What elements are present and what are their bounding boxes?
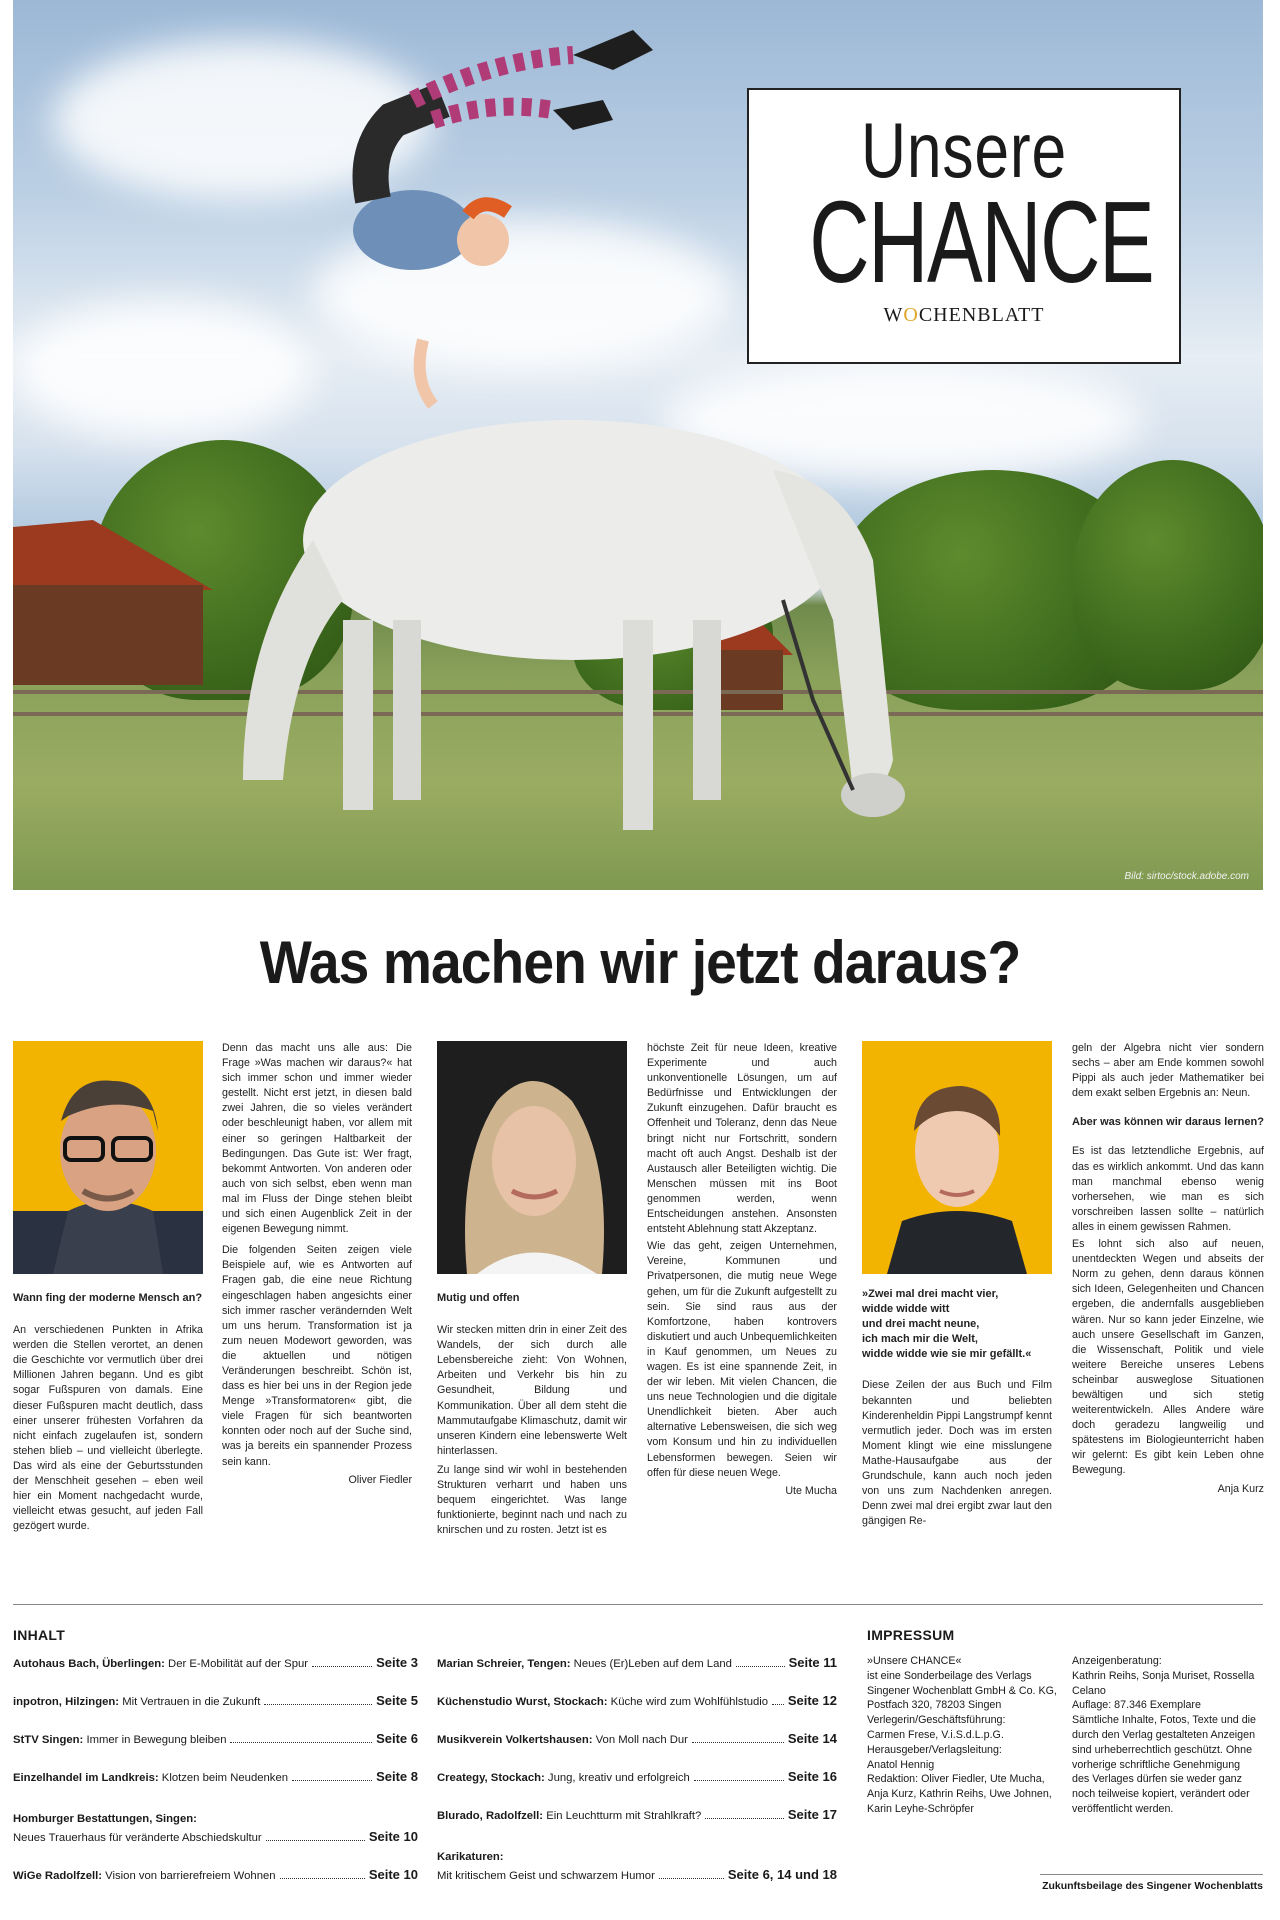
toc-item[interactable]: Neues Trauerhaus für veränderte Abschiedskultur Seite 10: [13, 1829, 418, 1844]
paragraph: Es ist das letztendliche Ergebnis, auf das es wirklich ankommt. Und das kann man manchmal ebenso wenig vorhersehen, wie man es sich vorschreiben lassen sollte – natürlich alles in einem gewissen Rahmen.: [1072, 1145, 1264, 1233]
footer-note: Zukunftsbeilage des Singener Wochenblatts: [1042, 1880, 1263, 1892]
paragraph: Zu lange sind wir wohl in bestehenden Strukturen verharrt und haben uns bequem eingerichtet. Was lange funktionierte, beginnt nach und nach zu knirschen und zu rosten. Jetzt ist es: [437, 1463, 627, 1537]
question-heading: Mutig und offen: [437, 1292, 520, 1304]
paragraph: Wie das geht, zeigen Unternehmen, Vereine, Kommunen und Privatpersonen, die mutig neue Wege gehen, um für die Zukunft aufgestellt zu sein. Sie sind raus aus der Komfortzone, haben kontrovers diskutiert und auch Unbequemlichkeiten in Kauf genommen, um Neues zu wagen. Es ist eine spannende Zeit, in der wir leben. Mit vielen Chancen, die uns neue Technologien und die digitale Unendlichkeit bieten. Aber auch alternative Lebensweisen, die sich weg vom Konsum und hin zu individuellen Lebensformen bewegen. Seien wir offen für diese neuen Wege.: [647, 1240, 837, 1479]
toc-item[interactable]: Marian Schreier, Tengen: Neues (Er)Leben auf dem Land Seite 11: [437, 1655, 837, 1670]
toc-item[interactable]: WiGe Radolfzell: Vision von barrierefreiem Wohnen Seite 10: [13, 1867, 418, 1882]
impressum-left: »Unsere CHANCE« ist eine Sonderbeilage des Verlags Singener Wochenblatt GmbH & Co. KG, Postfach 320, 78203 Singen Verlegerin/Geschäftsführung: Carmen Frese, V.i.S.d.L.p.G. Herausgeber/Verlagsleitung: Anatol Hennig Redaktion: Oliver Fiedler, Ute Mucha, Anja Kurz, Kathrin Reihs, Uwe Johnen, Karin Leyhe-Schröpfer: [867, 1655, 1057, 1815]
page-headline: Was machen wir jetzt daraus?: [259, 929, 1021, 996]
toc-item[interactable]: Musikverein Volkertshausen: Von Moll nach Dur Seite 14: [437, 1731, 837, 1746]
toc-item[interactable]: inpotron, Hilzingen: Mit Vertrauen in die Zukunft Seite 5: [13, 1693, 418, 1708]
article-column-4: [647, 1041, 837, 1499]
quote-line: ich mach mir die Welt,: [862, 1333, 978, 1346]
author-signature: Anja Kurz: [1217, 1482, 1264, 1495]
question-heading: Aber was können wir daraus lernen?: [1072, 1116, 1264, 1129]
paragraph: Denn das macht uns alle aus: Die Frage »Was machen wir daraus?« hat sich immer schon und immer wieder gestellt. Nicht erst jetzt, in diesen bald zwei Jahren, die so vieles verändert oder beschleunigt haben, vor allem mit einer so geringen Haltbarkeit der Bedingungen. Das Gute ist: Wer fragt, bekommt Antworten. Von anderen oder auch von sich selbst, eben wenn man mal im Fluss der Dinge stehen bleibt und sich einen Augenblick Zeit in der eigenen Bewegung nimmt.: [222, 1042, 412, 1236]
impressum-heading: IMPRESSUM: [867, 1627, 955, 1643]
quote-line: »Zwei mal drei macht vier,: [862, 1288, 999, 1300]
paragraph: Diese Zeilen der aus Buch und Film bekannten und beliebten Kinderenheldin Pippi Langstrumpf kennt vermutlich jeder. Doch was im ersten Moment klingt wie eine misslungene Mathe-Hausaufgabe aus der Grundschule, kann auch noch jeden von uns zum Nachdenken anregen. Denn zwei mal drei ergibt zwar laut den gängigen Re-: [862, 1379, 1052, 1528]
impressum-right: Anzeigenberatung: Kathrin Reihs, Sonja Muriset, Rossella Celano Auflage: 87.346 Exemplare Sämtliche Inhalte, Fotos, Texte und die durch den Verlag gestalteten Anzeigen sind urheberrechtlich geschützt. Ohne vorherige schriftliche Genehmigung des Verlages dürfen sie weder ganz noch teilweise kopiert, verändert oder veröffentlicht werden.: [1072, 1655, 1256, 1815]
toc-item[interactable]: Mit kritischem Geist und schwarzem Humor Seite 6, 14 und 18: [437, 1867, 837, 1882]
toc-item[interactable]: Blurado, Radolfzell: Ein Leuchtturm mit Strahlkraft? Seite 17: [437, 1807, 837, 1822]
toc-item-heading: Karikaturen:: [437, 1851, 504, 1863]
paragraph: Es lohnt sich also auf neuen, unentdeckten Wegen und abseits der Norm zu gehen, denn daraus können sich Ideen, Gelegenheiten und Chancen ergeben, die andernfalls ausgeblieben wären. Nur so kann jeder Einzelne, wie auch unsere Gesellschaft im Ganzen, die Wissenschaft, Politik und viele weitere Bereiche unseres Lebens scheinbar ausweglose Situationen bewältigen und sich stetig weiterentwickeln. Alles Andere wäre doch geradezu langweilig und spätestens im Biologieunterricht haben wir gelernt: Es gibt kein Leben ohne Bewegung.: [1072, 1238, 1264, 1477]
inhalt-heading: INHALT: [13, 1627, 66, 1643]
toc-item-heading: Homburger Bestattungen, Singen:: [13, 1813, 197, 1825]
paragraph: An verschiedenen Punkten in Afrika werden die Stellen verortet, an denen die Geschichte vor vermutlich über drei Millionen Jahren begann. Und es gibt sogar Fußspuren von damals. Eine dieser Fußspuren macht deutlich, dass einer unserer frühesten Vorfahren da nicht einfach zugelaufen ist, sondern stehen blieb – und vielleicht überlegte. Das wird als eine der Geburtsstunden der Menschheit gesehen – eben weil hier ein Moment nachgedacht wurde, vielleicht etwas gesucht, auf jeden Fall gezögert wurde.: [13, 1324, 203, 1533]
footer-rule: [1040, 1874, 1263, 1875]
quote-line: und drei macht neune,: [862, 1318, 980, 1331]
portrait-ute-mucha: [437, 1041, 627, 1274]
section-divider: [13, 1604, 1263, 1605]
toc-item[interactable]: StTV Singen: Immer in Bewegung bleiben Seite 6: [13, 1731, 418, 1746]
toc-item[interactable]: Autohaus Bach, Überlingen: Der E-Mobilität auf der Spur Seite 3: [13, 1655, 418, 1670]
article-column-3: [437, 1291, 627, 1538]
paragraph: Wir stecken mitten drin in einer Zeit des Wandels, der sich durch alle Lebensbereiche zieht: Von Wohnen, Arbeiten und Verkehr bis hin zu Gesundheit, Bildung und Kommunikation. Über all dem steht die Mammutaufgabe Klimaschutz, damit wir unseren Kindern eine lebenswerte Welt hinterlassen.: [437, 1324, 627, 1457]
paragraph: geln der Algebra nicht vier sondern sechs – aber am Ende kommen sowohl Pippi als auch jeder Mathematiker bei dem exakt selben Ergebnis an: Neun.: [1072, 1042, 1264, 1100]
logo-line-chance: CHANCE: [809, 177, 1154, 307]
quote-line: widde widde wie sie mir gefällt.«: [862, 1348, 1032, 1361]
paragraph: Die folgenden Seiten zeigen viele Beispiele auf, wie es Antworten auf Fragen gab, die eine neue Richtung eingeschlagen haben angesichts einer sich immer rascher verändernden Welt um uns herum. Transformation ist ja zum neuen Modewort geworden, was die aktuellen und nötigen Veränderungen beschreibt. Schön ist, dass es hier bei uns in der Region jede Menge »Transformatoren« gibt, die viele Fragen für sich beantworten konnten oder noch auf der Suche sind, was ja bereits ein spannender Prozess sein kann.: [222, 1244, 412, 1468]
toc-item[interactable]: Einzelhandel im Landkreis: Klotzen beim Neudenken Seite 8: [13, 1769, 418, 1784]
toc-item[interactable]: Küchenstudio Wurst, Stockach: Küche wird zum Wohlfühlstudio Seite 12: [437, 1693, 837, 1708]
article-column-5: [862, 1287, 1052, 1529]
article-column-2: [222, 1041, 412, 1488]
article-column-1: [13, 1291, 203, 1534]
logo-brand: WOCHENBLATT: [883, 304, 1045, 326]
toc-item[interactable]: Creategy, Stockach: Jung, kreativ und erfolgreich Seite 16: [437, 1769, 837, 1784]
portrait-oliver-fiedler: [13, 1041, 203, 1274]
photo-credit: Bild: sirtoc/stock.adobe.com: [1124, 871, 1249, 882]
masthead-logo: [747, 88, 1181, 364]
logo-line-unsere: Unsere: [861, 106, 1067, 194]
author-signature: Ute Mucha: [785, 1484, 837, 1497]
author-signature: Oliver Fiedler: [348, 1473, 412, 1486]
article-column-6: [1072, 1041, 1264, 1497]
portrait-anja-kurz: [862, 1041, 1052, 1274]
paragraph: höchste Zeit für neue Ideen, kreative Experimente und auch unkonventionelle Lösungen, um auf Bedürfnisse und Entwicklungen der Zukunft einzugehen. Dafür braucht es Offenheit und Toleranz, denn das Neue bringt nicht nur Fortschritt, sondern macht oft auch Angst. Deshalb ist der Austausch aller Beteiligten wichtig. Die Menschen müssen mit ins Boot genommen werden, wenn Entscheidungen anstehen. Ansonsten entsteht Ablehnung statt Akzeptanz.: [647, 1042, 837, 1236]
quote-line: widde widde witt: [862, 1303, 950, 1316]
question-heading: Wann fing der moderne Mensch an?: [13, 1292, 203, 1304]
